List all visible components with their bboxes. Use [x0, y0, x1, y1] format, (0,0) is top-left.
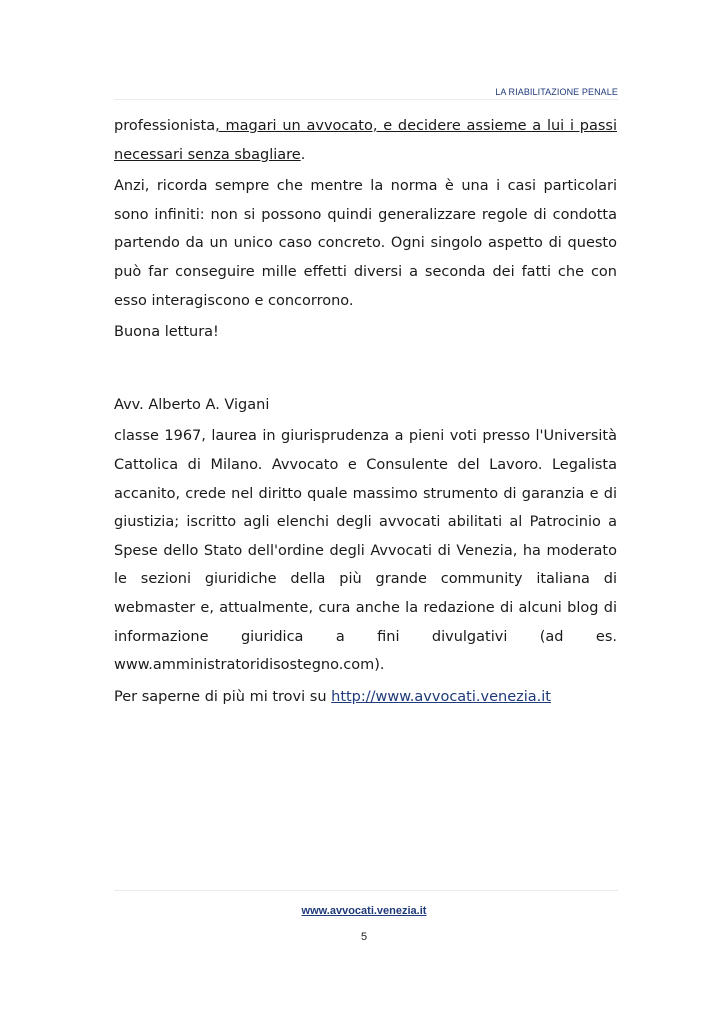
- paragraph-greeting: Buona lettura!: [114, 324, 219, 341]
- text-period: .: [300, 146, 306, 163]
- website-link[interactable]: http://www.avvocati.venezia.it: [331, 688, 551, 705]
- footer-website-link[interactable]: www.avvocati.venezia.it: [301, 905, 427, 917]
- header-divider: [114, 99, 618, 100]
- page-number: 5: [360, 931, 368, 943]
- contact-prefix: Per saperne di più mi trovi su: [114, 688, 332, 705]
- text-lead: professionista: [114, 118, 216, 134]
- paragraph-contact: [114, 683, 617, 712]
- body-text: [114, 112, 617, 714]
- underlined-text: , magari un avvocato, e decidere assieme a lui i passi necessari senza sbagliare: [114, 118, 617, 163]
- author-name: Avv. Alberto A. Vigani: [114, 396, 270, 413]
- author-bio: classe 1967, laurea in giurisprudenza a pieni voti presso l'Università Cattolica di Milano. Avvocato e Consulente del Lavoro. Legalista accanito, crede nel diritto quale massimo strumento di garanzia e di giustizia; iscritto agli elenchi degli avvocati abilitati al Patrocinio a Spese dello Stato dell'ordine degli Avvocati di Venezia, ha moderato le sezioni giuridiche della più grande community italiana di webmaster e, attualmente, cura anche la redazione di alcuni blog di informazione giuridica a fini divulgativi (ad es. www.amministratoridisostegno.com).: [114, 428, 617, 674]
- paragraph-intro: [114, 112, 617, 169]
- running-header: LA RIABILITAZIONE PENALE: [495, 87, 618, 97]
- paragraph-advice: Anzi, ricorda sempre che mentre la norma è una i casi particolari sono infiniti: non si possono quindi generalizzare regole di condotta partendo da un unico caso concreto. Ogni singolo aspetto di questo può far conseguire mille effetti diversi a seconda dei fatti che con esso interagiscono e concorrono.: [114, 178, 617, 309]
- footer-divider: [114, 890, 618, 891]
